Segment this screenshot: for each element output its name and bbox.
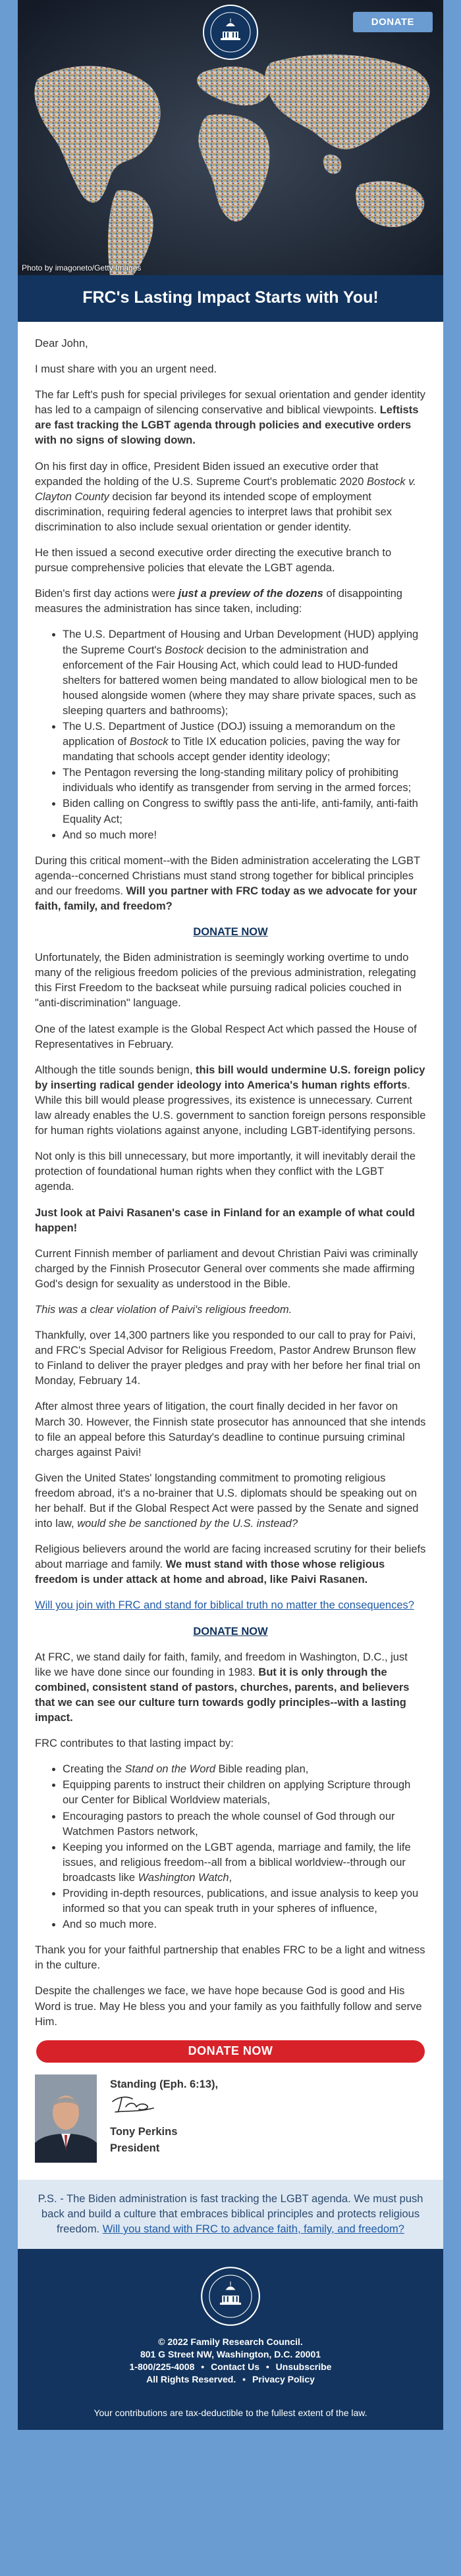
footer (18, 2249, 443, 2429)
greeting: Dear John, (35, 338, 88, 349)
footer-links-2 (18, 2373, 443, 2386)
phone[interactable]: 1-800/225-4008 (129, 2361, 195, 2372)
copyright: © 2022 Family Research Council. (158, 2336, 303, 2348)
emphasis: just a preview of the dozens (178, 588, 323, 600)
ps-link[interactable]: Will you stand with FRC to advance faith, family, and freedom? (102, 2223, 404, 2236)
paragraph: Unfortunately, the Biden administration is seemingly working overtime to undo many of the religious freedom policies of the previous administration, relegating this First Freedom to the backseat while pursuing radical policies couched in "anti-discrimination" language. (35, 952, 416, 1010)
paragraph: After almost three years of litigation, the court finally decided in her favor on March 30. However, the Finnish state prosecutor has announced that she intends to file an appeal before this Saturday's deadline to continue pursuing criminal charges against Paivi! (35, 1401, 426, 1458)
footer-logo[interactable] (200, 2266, 261, 2327)
list-item: • Equipping parents to instruct their children on applying Scripture through our Center for Biblical Worldview materials, (63, 1778, 426, 1808)
paragraph: One of the latest example is the Global Respect Act which passed the House of Representatives in February. (35, 1023, 417, 1050)
address: 801 G Street NW, Washington, D.C. 20001 (140, 2349, 321, 2360)
separator: • (242, 2373, 246, 2384)
page-title: FRC's Lasting Impact Starts with You! (18, 275, 443, 322)
frc-seal-icon (202, 4, 259, 61)
donate-now-link[interactable]: DONATE NOW (193, 1625, 268, 1637)
signer-name: Tony Perkins (110, 2126, 178, 2138)
postscript (18, 2180, 443, 2249)
frc-seal-icon (200, 2266, 261, 2327)
separator: • (265, 2361, 269, 2372)
measures-list (35, 627, 426, 842)
letter-body (18, 322, 443, 2180)
bold-text: Just look at Paivi Rasanen's case in Finland for an example of what could happen! (35, 1206, 415, 1234)
list-item: • Encouraging pastors to preach the whole counsel of God through our Watchmen Pastors network, (63, 1809, 426, 1840)
paragraph (35, 459, 426, 535)
text: of disappointing measures the administration has since taken, including: (35, 588, 402, 615)
join-frc-link[interactable]: Will you join with FRC and stand for biblical truth no matter the consequences? (35, 1599, 414, 1612)
unsubscribe-link[interactable]: Unsubscribe (275, 2361, 332, 2372)
tax-note: Your contributions are tax-deductible to the fullest extent of the law. (94, 2407, 367, 2418)
paragraph (35, 854, 426, 914)
list-item: • The U.S. Department of Justice (DOJ) issuing a memorandum on the application of Bostock to Title IX education policies, paving the way for mandating that schools accept gender identity ideology; (63, 719, 426, 765)
text: . While this bill would please progressives, its existence is unnecessary. Current law already enables the U.S. government to sanction foreign persons responsible for human rights violations against anyone, including LGBT-identifying persons. (35, 1079, 426, 1137)
hero-image (18, 0, 443, 275)
portrait-icon (35, 2074, 97, 2163)
case-name: Bostock v. Clayton County (35, 475, 416, 503)
contributions-list (35, 1762, 426, 1932)
ps-text: P.S. - The Biden administration is fast tracking the LGBT agenda. We must push back and build a culture that embraces biblical principles and protects religious freedom. (38, 2192, 423, 2236)
footer-links (18, 2361, 443, 2373)
emphasis: This was a clear violation of Paivi's religious freedom. (35, 1303, 292, 1316)
paragraph (35, 1650, 426, 1726)
text: The far Left's push for special privileges for sexual orientation and gender identity has led to a campaign of silencing conservative and biblical viewpoints. (35, 389, 425, 417)
bold-text: We must stand with those whose religious freedom is under attack at home and abroad, like Paivi Rasanen. (35, 1558, 385, 1586)
signer-title: President (110, 2142, 160, 2155)
separator: • (201, 2361, 205, 2372)
paragraph: FRC contributes to that lasting impact by: (35, 1738, 234, 1750)
list-item: • Creating the Stand on the Word Bible reading plan, (63, 1762, 426, 1777)
text: Although the title sounds benign, (35, 1064, 196, 1076)
photo-credit: Photo by imagoneto/Getty Images (22, 263, 142, 272)
paragraph (35, 1598, 426, 1613)
paragraph (35, 1063, 426, 1139)
paragraph (35, 388, 426, 448)
rights: All Rights Reserved. (146, 2373, 236, 2384)
paragraph: Despite the challenges we face, we have hope because God is good and His Word is true. May He bless you and your family as you faithfully follow and serve Him. (35, 1985, 422, 2028)
paragraph (35, 1206, 426, 1236)
closing: Standing (Eph. 6:13), (110, 2078, 219, 2090)
list-item: • The U.S. Department of Housing and Urban Development (HUD) applying the Supreme Court's Bostock decision to the administration and enforcement of the Fair Housing Act, which could lead to HUD-funded shelters for battered women being mandated to allow biological men to be housed alongside women (where they may share private spaces, such as sleeping quarters and bathrooms); (63, 627, 426, 719)
paragraph: Thankfully, over 14,300 partners like you responded to our call to pray for Paivi, and FRC's Special Advisor for Religious Freedom, Pastor Andrew Brunson flew to Finland to deliver the prayer pledges and pray with her before her final trial on Monday, February 14. (35, 1329, 421, 1387)
bold-text: this bill would undermine U.S. foreign policy by inserting radical gender ideology into America's human rights efforts (35, 1064, 425, 1091)
paragraph: Current Finnish member of parliament and devout Christian Paivi was criminally charged by the Finnish Prosecutor General over comments she made affirming God's design for sexuality as understood in the Bible. (35, 1247, 418, 1290)
list-item: • The Pentagon reversing the long-standing military policy of prohibiting individuals who identify as transgender from serving in the armed forces; (63, 765, 426, 796)
text: At FRC, we stand daily for faith, family, and freedom in Washington, D.C., just like we have done since our founding in 1983. (35, 1651, 408, 1678)
donate-now-button[interactable]: DONATE NOW (36, 2040, 425, 2063)
paragraph: Thank you for your faithful partnership that enables FRC to be a light and witness in the culture. (35, 1944, 425, 1972)
paragraph: He then issued a second executive order directing the executive branch to pursue comprehensive policies that elevate the LGBT agenda. (35, 547, 392, 575)
emphasis: would she be sanctioned by the U.S. instead? (77, 1518, 298, 1530)
signature-block (35, 2074, 426, 2163)
text: On his first day in office, President Biden issued an executive order that expanded the holding of the U.S. Supreme Court's problematic 2020 (35, 460, 379, 488)
list-item: • Biden calling on Congress to swiftly pass the anti-life, anti-family, anti-faith Equality Act; (63, 796, 426, 827)
bold-text: But it is only through the combined, consistent stand of pastors, churches, parents, and believers that we can see our culture turn towards godly principles--with a lasting impact. (35, 1666, 410, 1724)
signer-photo (35, 2074, 97, 2163)
text: Religious believers around the world are facing increased scrutiny for their beliefs about marriage and family. (35, 1543, 426, 1571)
donate-header-button[interactable]: DONATE (353, 12, 433, 32)
text: During this critical moment--with the Biden administration accelerating the LGBT agenda--concerned Christians must stand strong together for biblical principles and our freedoms. (35, 854, 420, 897)
text: Biden's first day actions were (35, 588, 178, 600)
bold-text: Leftists are fast tracking the LGBT agenda through policies and executive orders with no signs of slowing down. (35, 404, 419, 447)
paragraph (35, 1542, 426, 1587)
contact-link[interactable]: Contact Us (211, 2361, 259, 2372)
frc-logo[interactable] (202, 4, 259, 61)
privacy-link[interactable]: Privacy Policy (252, 2373, 315, 2384)
paragraph (35, 586, 426, 617)
list-item: • Keeping you informed on the LGBT agenda, marriage and family, the life issues, and religious freedom--all from a biblical worldview--through our broadcasts like Washington Watch, (63, 1840, 426, 1886)
list-item: • And so much more. (63, 1917, 426, 1932)
list-item: • Providing in-depth resources, publications, and issue analysis to keep you informed so that you can speak truth in your spheres of influence, (63, 1886, 426, 1917)
paragraph (35, 1302, 426, 1318)
signature-icon (110, 2092, 156, 2116)
paragraph: I must share with you an urgent need. (35, 363, 217, 376)
list-item: • And so much more! (63, 828, 426, 843)
bold-text: Will you partner with FRC today as we advocate for your faith, family, and freedom? (35, 885, 418, 912)
donate-now-link[interactable]: DONATE NOW (193, 926, 268, 939)
text: decision far beyond its intended scope of employment discrimination, requiring federal agencies to interpret laws that prohibit sex discrimination to also include sexual orientation or gender identity. (35, 490, 393, 533)
text: Given the United States' longstanding commitment to promoting religious freedom abroad, it's a no-brainer that U.S. diplomats should be speaking out on her behalf. But if the Global Respect Act were passed by the Senate and signed into law, (35, 1472, 419, 1530)
paragraph (35, 1471, 426, 1532)
paragraph: Not only is this bill unnecessary, but more importantly, it will inevitably derail the protection of foundational human rights when they conflict with the LGBT agenda. (35, 1150, 416, 1193)
